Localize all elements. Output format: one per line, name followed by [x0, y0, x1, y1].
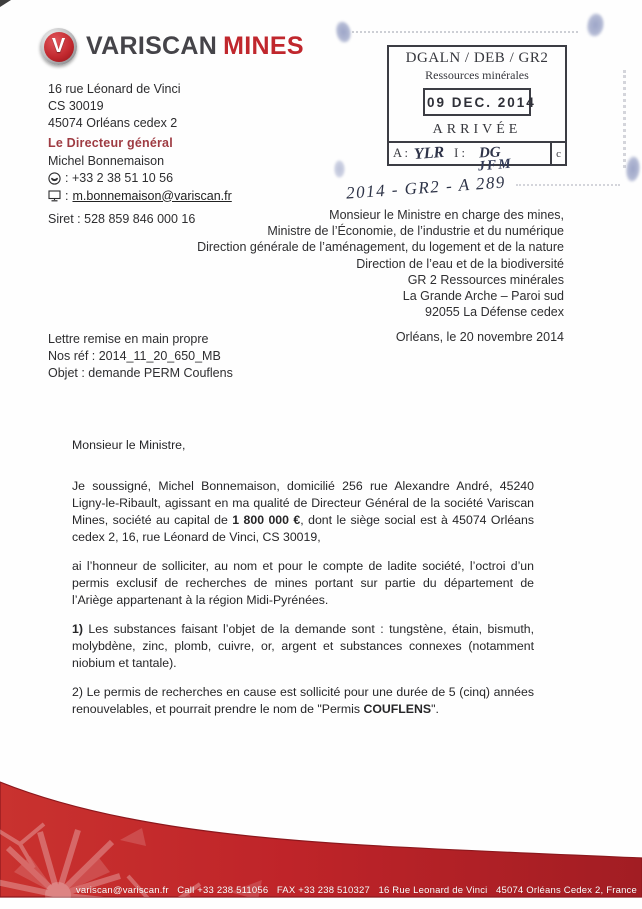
reference-block: [48, 331, 233, 382]
sender-address-line: 45074 Orléans cedex 2: [48, 116, 178, 130]
sender-name: Michel Bonnemaison: [48, 153, 165, 168]
sender-role-title: Le Directeur général: [48, 136, 173, 150]
paragraph-identity: [72, 478, 534, 546]
stamp-service: DGALN / DEB / GR2: [405, 50, 549, 66]
stamp-arrivee-label: ARRIVÉE: [432, 122, 522, 137]
recipient-line: 92055 La Défense cedex: [425, 305, 564, 320]
ink-smudge: [334, 20, 353, 45]
recipient-line: Ministre de l’Économie, de l’industrie et du numérique: [267, 224, 564, 239]
stamp-field-a-value: YLR: [413, 143, 445, 163]
stamp-corner-letter: c: [550, 143, 565, 164]
footer-band: [0, 780, 642, 909]
stamp-field-a-label: A :: [393, 146, 408, 160]
logo-word-variscan: VARISCAN: [86, 32, 218, 60]
stamp-faint-line: [623, 70, 626, 168]
stamp-date: 09 DEC. 2014: [423, 88, 531, 116]
subject-line: Objet : demande PERM Couflens: [48, 366, 233, 380]
scan-artifact: [0, 0, 11, 7]
ink-smudge: [334, 160, 345, 178]
phone-number: : +33 2 38 51 10 56: [65, 171, 174, 185]
sender-address-line: 16 rue Léonard de Vinci: [48, 82, 181, 96]
item-number: 1): [72, 622, 83, 636]
recipient-line: La Grande Arche – Paroi sud: [402, 289, 564, 304]
recipient-line: Direction de l’eau et de la biodiversité: [356, 256, 564, 271]
paragraph-text: , dont le siège social est à 45074 Orléans cedex 2, 16, rue Léonard de Vinci, CS 30019,: [72, 513, 534, 544]
handwritten-reference: 2014 - GR2 - A 289: [345, 172, 507, 203]
stamp-field-i-label: I :: [454, 146, 465, 160]
stamp-faint-line: [352, 31, 578, 33]
recipient-address: [197, 207, 564, 320]
logo-word-mines: MINES: [223, 32, 304, 60]
computer-icon: [48, 190, 61, 202]
recipient-line: Monsieur le Ministre en charge des mines,: [329, 208, 564, 222]
siret-number: Siret : 528 859 846 000 16: [48, 212, 196, 226]
ink-smudge: [585, 12, 606, 39]
variscan-logo: [40, 28, 304, 65]
recipient-line: GR 2 Ressources minérales: [407, 272, 564, 287]
salutation: Monsieur le Ministre,: [72, 438, 186, 452]
phone-icon: [48, 172, 61, 185]
date-place-line: Orléans, le 20 novembre 2014: [395, 330, 564, 344]
stamp-faint-line: [516, 184, 620, 186]
paragraph-text: ".: [431, 702, 439, 716]
item-number: 2): [72, 685, 83, 699]
paragraph-substances: [72, 621, 534, 672]
phone-line: [48, 170, 232, 188]
ink-smudge: [625, 155, 642, 182]
footer-contact-line: variscan@variscan.fr Call +33 238 511056 FAX +33 238 510327 16 Rue Leonard de Vinci 45074 Orléans Cedex 2, France: [75, 885, 637, 896]
sender-contact-block: [48, 135, 232, 205]
sender-address: [48, 81, 181, 132]
permit-name: COUFLENS: [363, 702, 432, 716]
paragraph-text: Les substances faisant l’objet de la demande sont : tungstène, étain, bismuth, molybdène, zinc, plomb, cuivre, or, argent et substances connexes (notamment niobium et tantale).: [72, 622, 534, 670]
stamp-frame: [387, 45, 567, 166]
handwritten-initials: JFM: [477, 156, 514, 175]
stamp-bureau: Ressources minérales: [425, 68, 529, 82]
recipient-line: Direction générale de l’aménagement, du logement et de la nature: [197, 240, 564, 255]
paragraph-text: Le permis de recherches en cause est sollicité pour une durée de 5 (cinq) années renouvelables, et pourrait prendre le nom de "Permis: [72, 685, 534, 716]
capital-amount: 1 800 000 €: [232, 513, 301, 527]
logo-monogram: V: [44, 32, 74, 62]
paragraph-request: ai l’honneur de solliciter, au nom et pour le compte de ladite société, l’octroi d’un permis exclusif de recherches de mines portant sur partie du département de l’Ariège appartenant à la région Midi-Pyrénées.: [72, 559, 534, 607]
email-line: [48, 188, 232, 206]
sender-address-line: CS 30019: [48, 99, 104, 113]
paragraph-text: Je soussigné, Michel Bonnemaison, domicilié 256 rue Alexandre André, 45240 Ligny-le-Ribault, agissant en ma qualité de Directeur Général de la société Variscan Mines, société au capital de: [72, 479, 534, 527]
email-address: m.bonnemaison@variscan.fr: [72, 188, 232, 203]
variscan-logo-icon: [40, 28, 77, 65]
stamp-field-i-value: DG: [478, 144, 501, 162]
arrival-stamp: [330, 8, 642, 218]
email-separator: :: [65, 188, 69, 203]
logo-wordmark: [86, 32, 304, 61]
paragraph-duration: [72, 684, 534, 718]
our-reference: Nos réf : 2014_11_20_650_MB: [48, 349, 221, 363]
letter-body: [72, 437, 534, 730]
delivery-note: Lettre remise en main propre: [48, 332, 209, 346]
